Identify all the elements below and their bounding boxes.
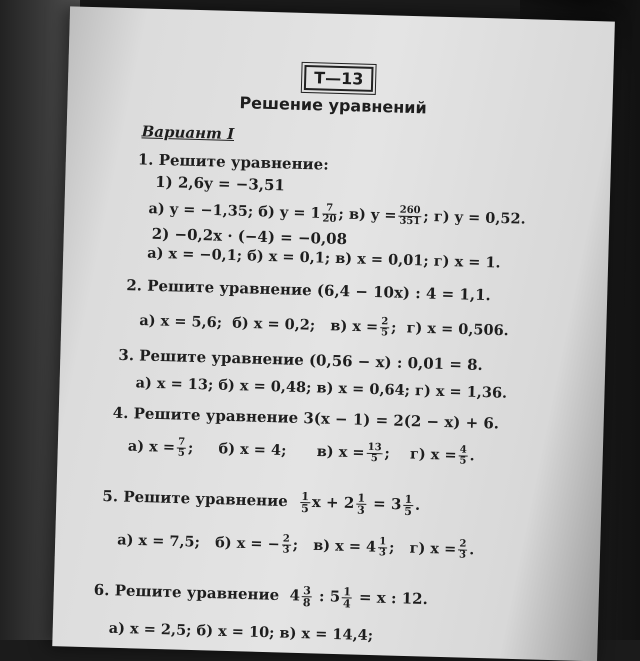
fraction: $\frac{1}{3}$ — [378, 536, 387, 559]
problem-1-part-2-equation: 2) −0,2x · (−4) = −0,08 — [151, 224, 348, 249]
problem-2-answers: а) x = 5,6; б) x = 0,2; в) x = $\frac{2}{5}$ ; г) x = 0,506. — [139, 311, 509, 340]
fraction: $\frac{2}{3}$ — [458, 538, 467, 561]
problem-1-part-1-answers: а) y = −1,35; б) y = 1 $\frac{7}{20}$ ; в) y = $\frac{260}{351}$ ; г) y = 0,52. — [148, 200, 526, 228]
problem-3-prompt: 3. Решите уравнение (0,56 − x) : 0,01 = 8. — [118, 345, 484, 375]
fraction: $\frac{7}{5}$ — [177, 436, 186, 459]
problem-4-answers: а) x = $\frac{7}{5}$ ; б) x = 4; в) x = $\frac{13}{5}$ ; г) x = $\frac{4}{5}$ . — [127, 436, 475, 467]
problem-3-answers: а) x = 13; б) x = 0,48; в) x = 0,64; г) x = 1,36. — [135, 374, 508, 402]
fraction: $\frac{1}{5}$ — [300, 490, 310, 516]
problem-5-answers: а) x = 7,5; б) x = − $\frac{2}{3}$ ; в) x = 4 $\frac{1}{3}$ ; г) x = $\frac{2}{3}$ . — [116, 531, 475, 561]
problem-5-prompt: 5. Решите уравнение $\frac{1}{5}$ x + 2 $\frac{1}{3}$ = 3 $\frac{1}{5}$ . — [102, 486, 421, 519]
fraction: $\frac{1}{4}$ — [342, 585, 352, 611]
sheet-code-box: Т—13 — [304, 65, 374, 92]
fraction: $\frac{7}{20}$ — [322, 202, 337, 225]
fraction: $\frac{13}{5}$ — [367, 441, 382, 465]
problem-1-part-1-equation: 1) 2,6y = −3,51 — [154, 172, 286, 195]
worksheet-page — [52, 6, 615, 661]
problem-1-prompt: 1. Решите уравнение: — [137, 150, 330, 174]
fraction: $\frac{1}{3}$ — [356, 491, 366, 517]
problem-1-part-2-answers: а) x = −0,1; б) x = 0,1; в) x = 0,01; г) x = 1. — [147, 244, 501, 272]
problem-6-prompt: 6. Решите уравнение 4 $\frac{3}{8}$ : 5 $\frac{1}{4}$ = x : 12. — [93, 580, 429, 611]
problem-6-answers: а) x = 2,5; б) x = 10; в) x = 14,4; — [108, 619, 374, 645]
fraction: $\frac{2}{5}$ — [380, 316, 389, 339]
variant-label: Вариант I — [141, 122, 235, 144]
problem-4-prompt: 4. Решите уравнение 3(x − 1) = 2(2 − x) + 6. — [112, 403, 500, 433]
problem-2-prompt: 2. Решите уравнение (6,4 − 10x) : 4 = 1,1. — [126, 276, 491, 305]
fraction: $\frac{1}{5}$ — [404, 492, 413, 519]
fraction: $\frac{3}{8}$ — [302, 584, 312, 610]
fraction: $\frac{260}{351}$ — [399, 204, 421, 228]
fraction: $\frac{4}{5}$ — [459, 444, 467, 467]
fraction: $\frac{2}{3}$ — [282, 533, 290, 556]
page-title: Решение уравнений — [239, 93, 427, 118]
